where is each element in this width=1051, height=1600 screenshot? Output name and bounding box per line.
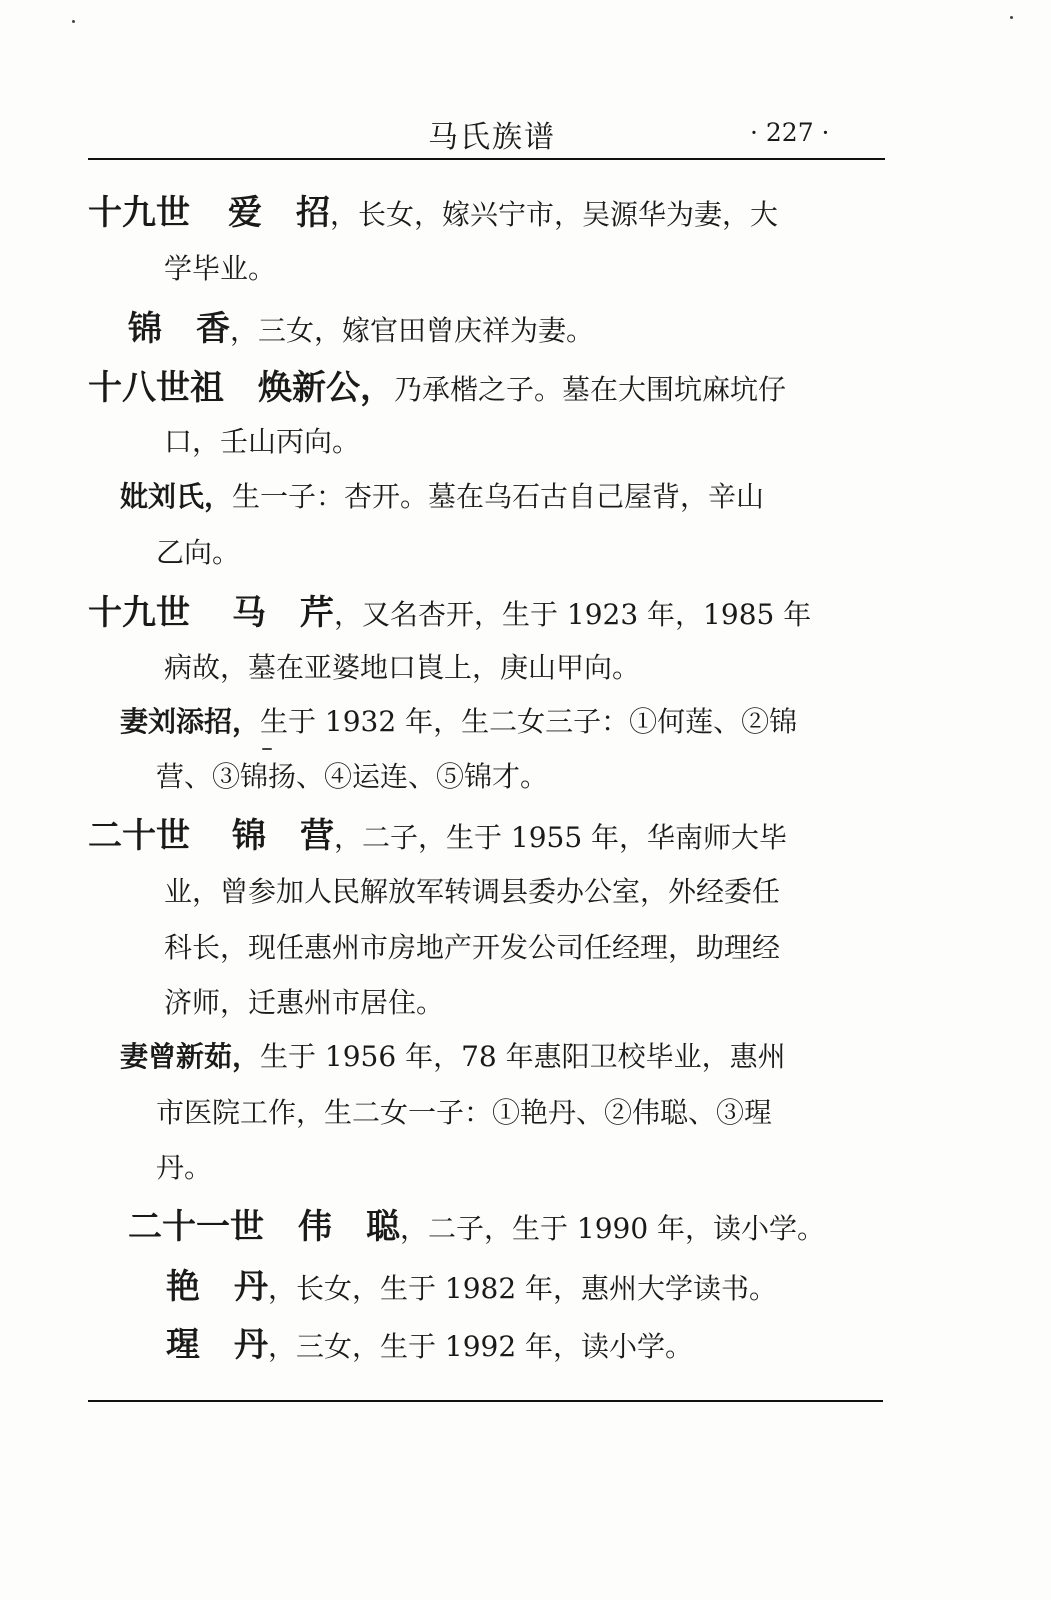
- running-title: 马氏族谱: [428, 120, 556, 155]
- person-name: 马 芹: [232, 593, 334, 633]
- entry-text: 生于 1956 年，78 年惠阳卫校毕业，惠州: [260, 1040, 786, 1073]
- generation-label: 十九世: [88, 593, 190, 633]
- person-name: 伟 聪: [298, 1207, 400, 1247]
- person-name: 爱 招: [228, 193, 330, 233]
- scan-speck: [1010, 16, 1013, 19]
- entry-text: 乙向。: [156, 536, 241, 569]
- entry-line: [120, 705, 798, 738]
- entry-text: 业，曾参加人民解放军转调县委办公室，外经委任: [164, 875, 781, 908]
- generation-label: 十九世: [88, 193, 190, 233]
- generation-label: 二十世: [88, 816, 190, 856]
- person-name: 妻曾新茹，: [120, 1040, 261, 1073]
- entry-line: [88, 816, 788, 856]
- scan-speck: [72, 20, 75, 23]
- entry-text: 乃承楷之子。墓在大围坑麻坑仔: [394, 373, 787, 406]
- entry-line: [88, 193, 779, 233]
- entry-text: 济师，迁惠州市居住。: [164, 986, 445, 1019]
- entry-text: 丹。: [156, 1151, 213, 1184]
- person-name: 焕新公，: [258, 368, 394, 408]
- footer-rule: [88, 1400, 883, 1402]
- person-name: 艳 丹: [166, 1267, 268, 1307]
- entry-text: 生一子：杏开。墓在乌石古自己屋背，辛山: [232, 480, 765, 513]
- person-name: 瑆 丹: [166, 1325, 268, 1365]
- person-name: 锦 香: [128, 309, 230, 349]
- entry-line: [120, 480, 765, 513]
- generation-label: 十八世祖: [88, 368, 224, 408]
- entry-text: ，又名杏开，生于 1923 年，1985 年: [334, 598, 812, 631]
- person-name: 锦 营: [232, 816, 334, 856]
- entry-text: ，二子，生于 1990 年，读小学。: [400, 1212, 826, 1245]
- scan-speck: [262, 748, 272, 750]
- entry-text: ，长女，嫁兴宁市，吴源华为妻，大: [330, 198, 779, 231]
- entry-line: [128, 1207, 826, 1247]
- entry-text: 营、③锦扬、④运连、⑤锦才。: [156, 760, 549, 793]
- entry-text: 学毕业。: [164, 252, 277, 285]
- person-name: 妣刘氏，: [120, 480, 233, 513]
- entry-text: ，三女，嫁官田曾庆祥为妻。: [230, 314, 595, 347]
- entry-line: [166, 1325, 694, 1365]
- entry-line: [88, 368, 787, 408]
- entry-text: 口，壬山丙向。: [164, 425, 361, 458]
- entry-text: 病故，墓在亚婆地口崀上，庚山甲向。: [164, 651, 641, 684]
- entry-text: 科长，现任惠州市房地产开发公司任经理，助理经: [164, 931, 781, 964]
- entry-text: ，三女，生于 1992 年，读小学。: [268, 1330, 694, 1363]
- entry-text: ，二子，生于 1955 年，华南师大毕: [334, 821, 788, 854]
- page-number: · 227 ·: [750, 118, 830, 147]
- person-name: 妻刘添招，: [120, 705, 261, 738]
- entry-text: 市医院工作，生二女一子：①艳丹、②伟聪、③瑆: [156, 1096, 773, 1129]
- entry-line: [166, 1267, 778, 1307]
- entry-text: 生于 1932 年，生二女三子：①何莲、②锦: [260, 705, 798, 738]
- header-rule: [88, 158, 885, 160]
- entry-line: [88, 593, 812, 633]
- entry-text: ，长女，生于 1982 年，惠州大学读书。: [268, 1272, 778, 1305]
- entry-line: [128, 309, 595, 349]
- generation-label: 二十一世: [128, 1207, 264, 1247]
- entry-line: [120, 1040, 786, 1073]
